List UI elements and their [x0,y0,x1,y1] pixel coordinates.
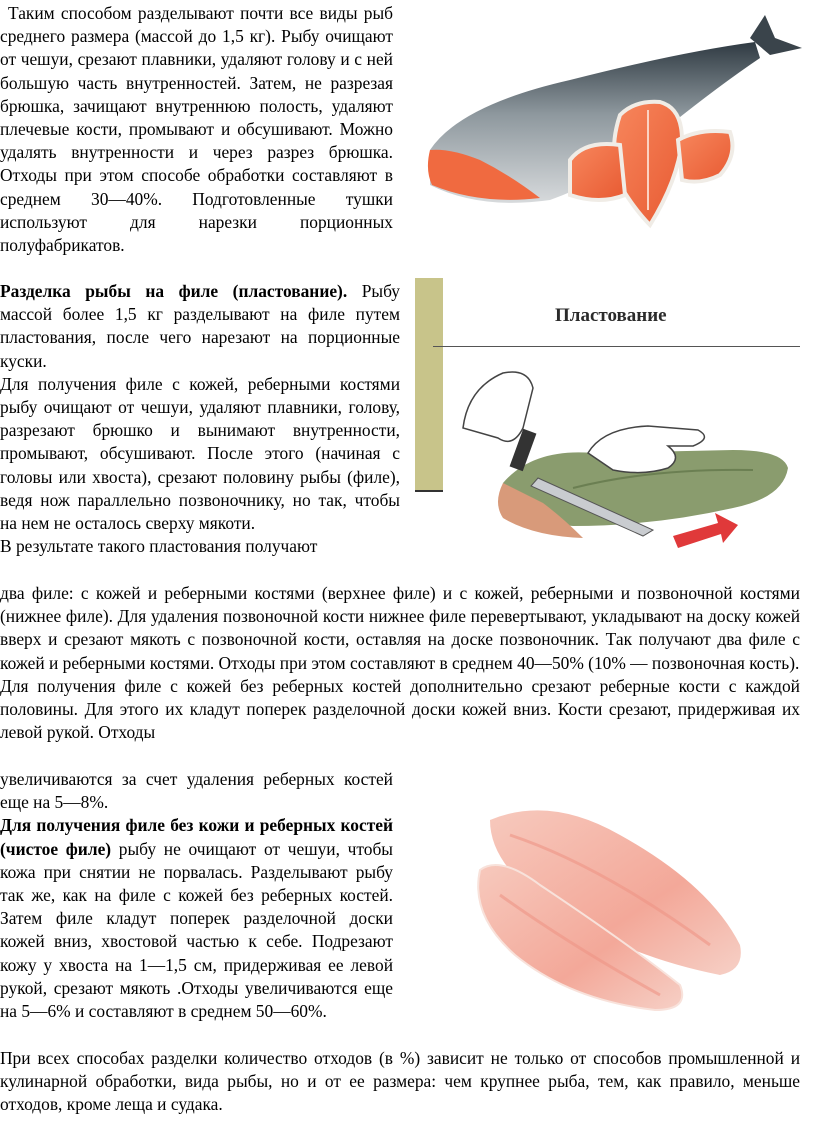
salmon-steaks-image [420,10,810,235]
paragraph-4-rest: два филе: с кожей и реберными костями (верхнее филе) и с кожей, реберными и позвоночной костями (нижнее филе). Для удаления позвоночной кости нижнее филе перевертывают, укладывают на доску кожей вверх и срезают мякоть с позвоночной кости, оставляя на доске позвоночник. Так получают два филе с кожей и реберными костями. Отходы при этом составляют в среднем 40—50% (10% — позвоночная кость). [0,583,800,673]
paragraph-2 [0,280,400,373]
paragraph-5: Для получения филе с кожей без реберных костей дополнительно срезают реберные кости с каждой половины. Для этого их кладут поперек разделочной доски кожей вниз. Кости срезают, придерживая их левой рукой. Отходы [0,675,800,743]
direction-arrow [673,513,738,548]
paragraph-1: Таким способом разделывают почти все виды рыб среднего размера (массой до 1,5 кг). Рыбу очищают от чешуи, срезают плавники, удаляют голову и с ней большую часть внутренностей. Затем, не разрезая брюшка, зачищают внутреннюю полость, удаляют плечевые кости, промывают и обсушивают. Можно удалять внутренности и через разрез брюшка. Отходы при этом способе обработки составляют в среднем 30—40%. Подготовленные тушки используют для нарезки порционных полуфабрикатов. [0,3,393,256]
paragraph-2-text: Рыбу массой более 1,5 кг разделывают на филе путем пластования, после чего нарезают на порционные куски. [0,281,400,371]
salmon-steak-2 [570,144,625,200]
paragraph-6-text: рыбу не очищают от чешуи, чтобы кожа при снятии не порвалась. Разделывают рыбу так же, как на филе с кожей без реберных костей. Затем филе кладут поперек разделочной доски кожей вниз, хвостовой частью к себе. Подрезают кожу у хвоста на 1—1,5 см, придерживая ее левой рукой, срезают мякоть .Отходы увеличиваются еще на 5—6% и составляют в среднем 50—60%. [0,838,393,1022]
slide-plastovanie [415,278,800,578]
fillet-image [470,795,770,1025]
slide-title: Пластование [555,305,667,326]
paragraph-6-heading: Для получения филе без кожи и реберных костей (чистое филе) [0,815,393,859]
text-column-bottom [0,768,393,1023]
paragraph-6 [0,814,393,1023]
paragraph-3: Для получения филе с кожей, реберными костями рыбу очищают от чешуи, удаляют плавники, голову, разрезают брюшко и вынимают внутренности, промывают, обсушивают. После этого (начиная с головы или хвоста), срезают половину рыбы (филе), ведя нож параллельно позвоночнику, но так, чтобы на нем не осталось сверху мякоти. [0,373,400,534]
text-column-top [0,2,393,257]
fish-tail [750,15,802,55]
text-full-width-2 [0,1047,800,1117]
slide-accent-bar [415,278,443,490]
filleting-illustration [453,358,798,573]
paragraph-7: При всех способах разделки количество отходов (в %) зависит не только от способов промышленной и кулинарной обработки, вида рыбы, но и от ее размера: чем крупнее рыба, тем, как правило, меньше отходов, кроме леща и судака. [0,1048,800,1115]
text-column-middle [0,280,400,558]
paragraph-4-start: В результате такого пластования получают [0,536,318,557]
paragraph-2-heading: Разделка рыбы на филе (пластование). [0,281,348,301]
text-full-width-1 [0,582,800,744]
salmon-steak-3 [678,131,732,182]
paragraph-5-cont: увеличиваются за счет удаления реберных костей еще на 5—8%. [0,769,393,813]
slide-accent-line [415,490,443,492]
slide-divider [433,346,800,347]
